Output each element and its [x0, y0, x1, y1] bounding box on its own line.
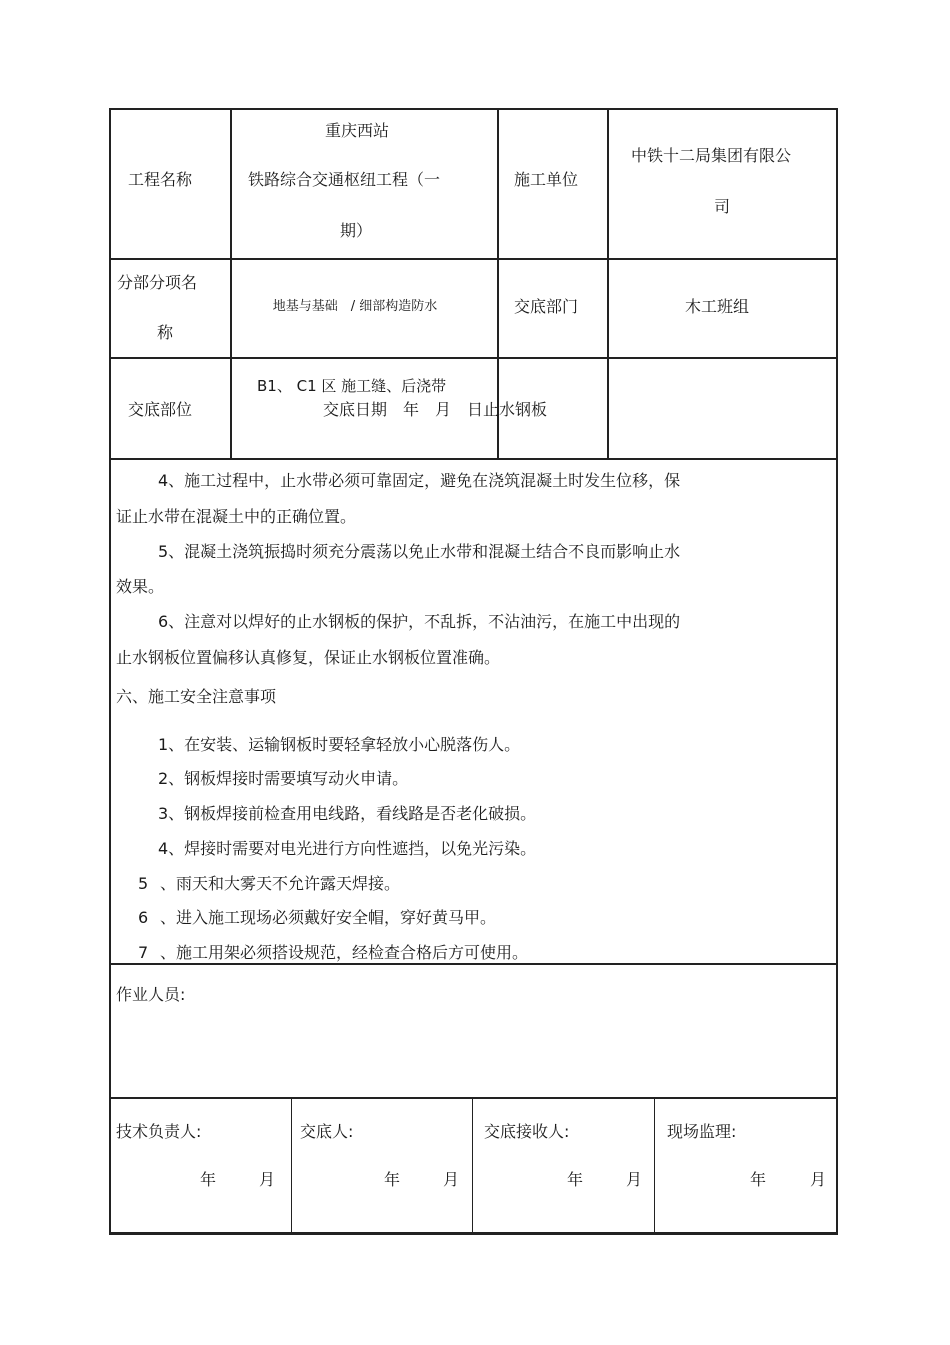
row-divider-1: [109, 258, 838, 260]
receiver-month: 月: [626, 1170, 643, 1189]
sig-divider-2: [472, 1097, 473, 1234]
briefing-dept-value: 木工班组: [684, 297, 750, 316]
safety-item-4: 4、焊接时需要对电光进行方向性遮挡，以免光污染。: [158, 839, 537, 858]
project-name-label: 工程名称: [128, 170, 193, 189]
table-bottom-border: [109, 1232, 838, 1235]
paragraph-6-line-2: 止水钢板位置偏移认真修复，保证止水钢板位置准确。: [116, 648, 501, 667]
briefer-month: 月: [443, 1170, 460, 1189]
tech-lead-month: 月: [259, 1170, 276, 1189]
sig-divider-1: [291, 1097, 292, 1234]
construction-unit-line-2: 司: [713, 197, 731, 216]
safety-item-6-text: 、进入施工现场必须戴好安全帽，穿好黄马甲。: [160, 908, 497, 927]
col-divider-1: [230, 108, 232, 459]
table-top-border: [109, 108, 838, 110]
safety-item-2: 2、钢板焊接时需要填写动火申请。: [158, 769, 409, 788]
safety-item-7-text: 、施工用架必须搭设规范，经检查合格后方可使用。: [160, 943, 529, 962]
tech-lead-label: 技术负责人:: [116, 1122, 202, 1141]
briefing-date-row: 交底日期 年 月 日止水钢板: [323, 400, 548, 419]
site-supervisor-label: 现场监理:: [667, 1122, 737, 1141]
row-divider-3: [109, 458, 838, 460]
briefing-dept-label: 交底部门: [514, 297, 579, 316]
paragraph-4-line-2: 证止水带在混凝土中的正确位置。: [116, 507, 357, 526]
briefing-location-label: 交底部位: [128, 400, 193, 419]
briefer-year: 年: [384, 1170, 401, 1189]
safety-item-1: 1、在安装、运输钢板时要轻拿轻放小心脱落伤人。: [158, 735, 521, 754]
project-name-line-2: 铁路综合交通枢纽工程（一: [247, 170, 441, 189]
table-left-border: [109, 108, 111, 1234]
sig-divider-3: [654, 1097, 655, 1234]
paragraph-6-line-1: 6、注意对以焊好的止水钢板的保护，不乱拆，不沾油污，在施工中出现的: [158, 612, 681, 631]
safety-item-7-number: 7: [138, 943, 149, 962]
safety-item-3: 3、钢板焊接前检查用电线路，看线路是否老化破损。: [158, 804, 537, 823]
receiver-label: 交底接收人:: [484, 1122, 570, 1141]
workers-label: 作业人员:: [116, 985, 186, 1004]
safety-item-6-number: 6: [138, 908, 149, 927]
site-supervisor-month: 月: [810, 1170, 827, 1189]
subitem-label-line-2: 称: [157, 323, 174, 342]
subitem-label-line-1: 分部分项名: [117, 273, 198, 292]
paragraph-4-line-1: 4、施工过程中，止水带必须可靠固定，避免在浇筑混凝土时发生位移，保: [158, 471, 681, 490]
project-name-line-3: 期）: [339, 221, 373, 240]
safety-item-5-number: 5: [138, 874, 149, 893]
receiver-year: 年: [567, 1170, 584, 1189]
paragraph-5-line-1: 5、混凝土浇筑振捣时须充分震荡以免止水带和混凝土结合不良而影响止水: [158, 542, 681, 561]
col-divider-3: [607, 108, 609, 459]
section-6-title: 六、施工安全注意事项: [116, 687, 277, 706]
row-divider-5: [109, 1097, 838, 1099]
site-supervisor-year: 年: [750, 1170, 767, 1189]
row-divider-4: [109, 963, 838, 965]
briefer-label: 交底人:: [300, 1122, 354, 1141]
construction-unit-label: 施工单位: [514, 170, 579, 189]
briefing-location-value: B1、 C1 区 施工缝、后浇带: [257, 377, 447, 395]
subitem-value: 地基与基础 / 细部构造防水: [272, 299, 438, 314]
table-right-border: [836, 108, 838, 1234]
paragraph-5-line-2: 效果。: [116, 577, 165, 596]
row-divider-2: [109, 357, 838, 359]
tech-lead-year: 年: [200, 1170, 217, 1189]
construction-unit-line-1: 中铁十二局集团有限公: [630, 146, 792, 165]
project-name-line-1: 重庆西站: [324, 121, 390, 140]
safety-item-5-text: 、雨天和大雾天不允许露天焊接。: [160, 874, 401, 893]
